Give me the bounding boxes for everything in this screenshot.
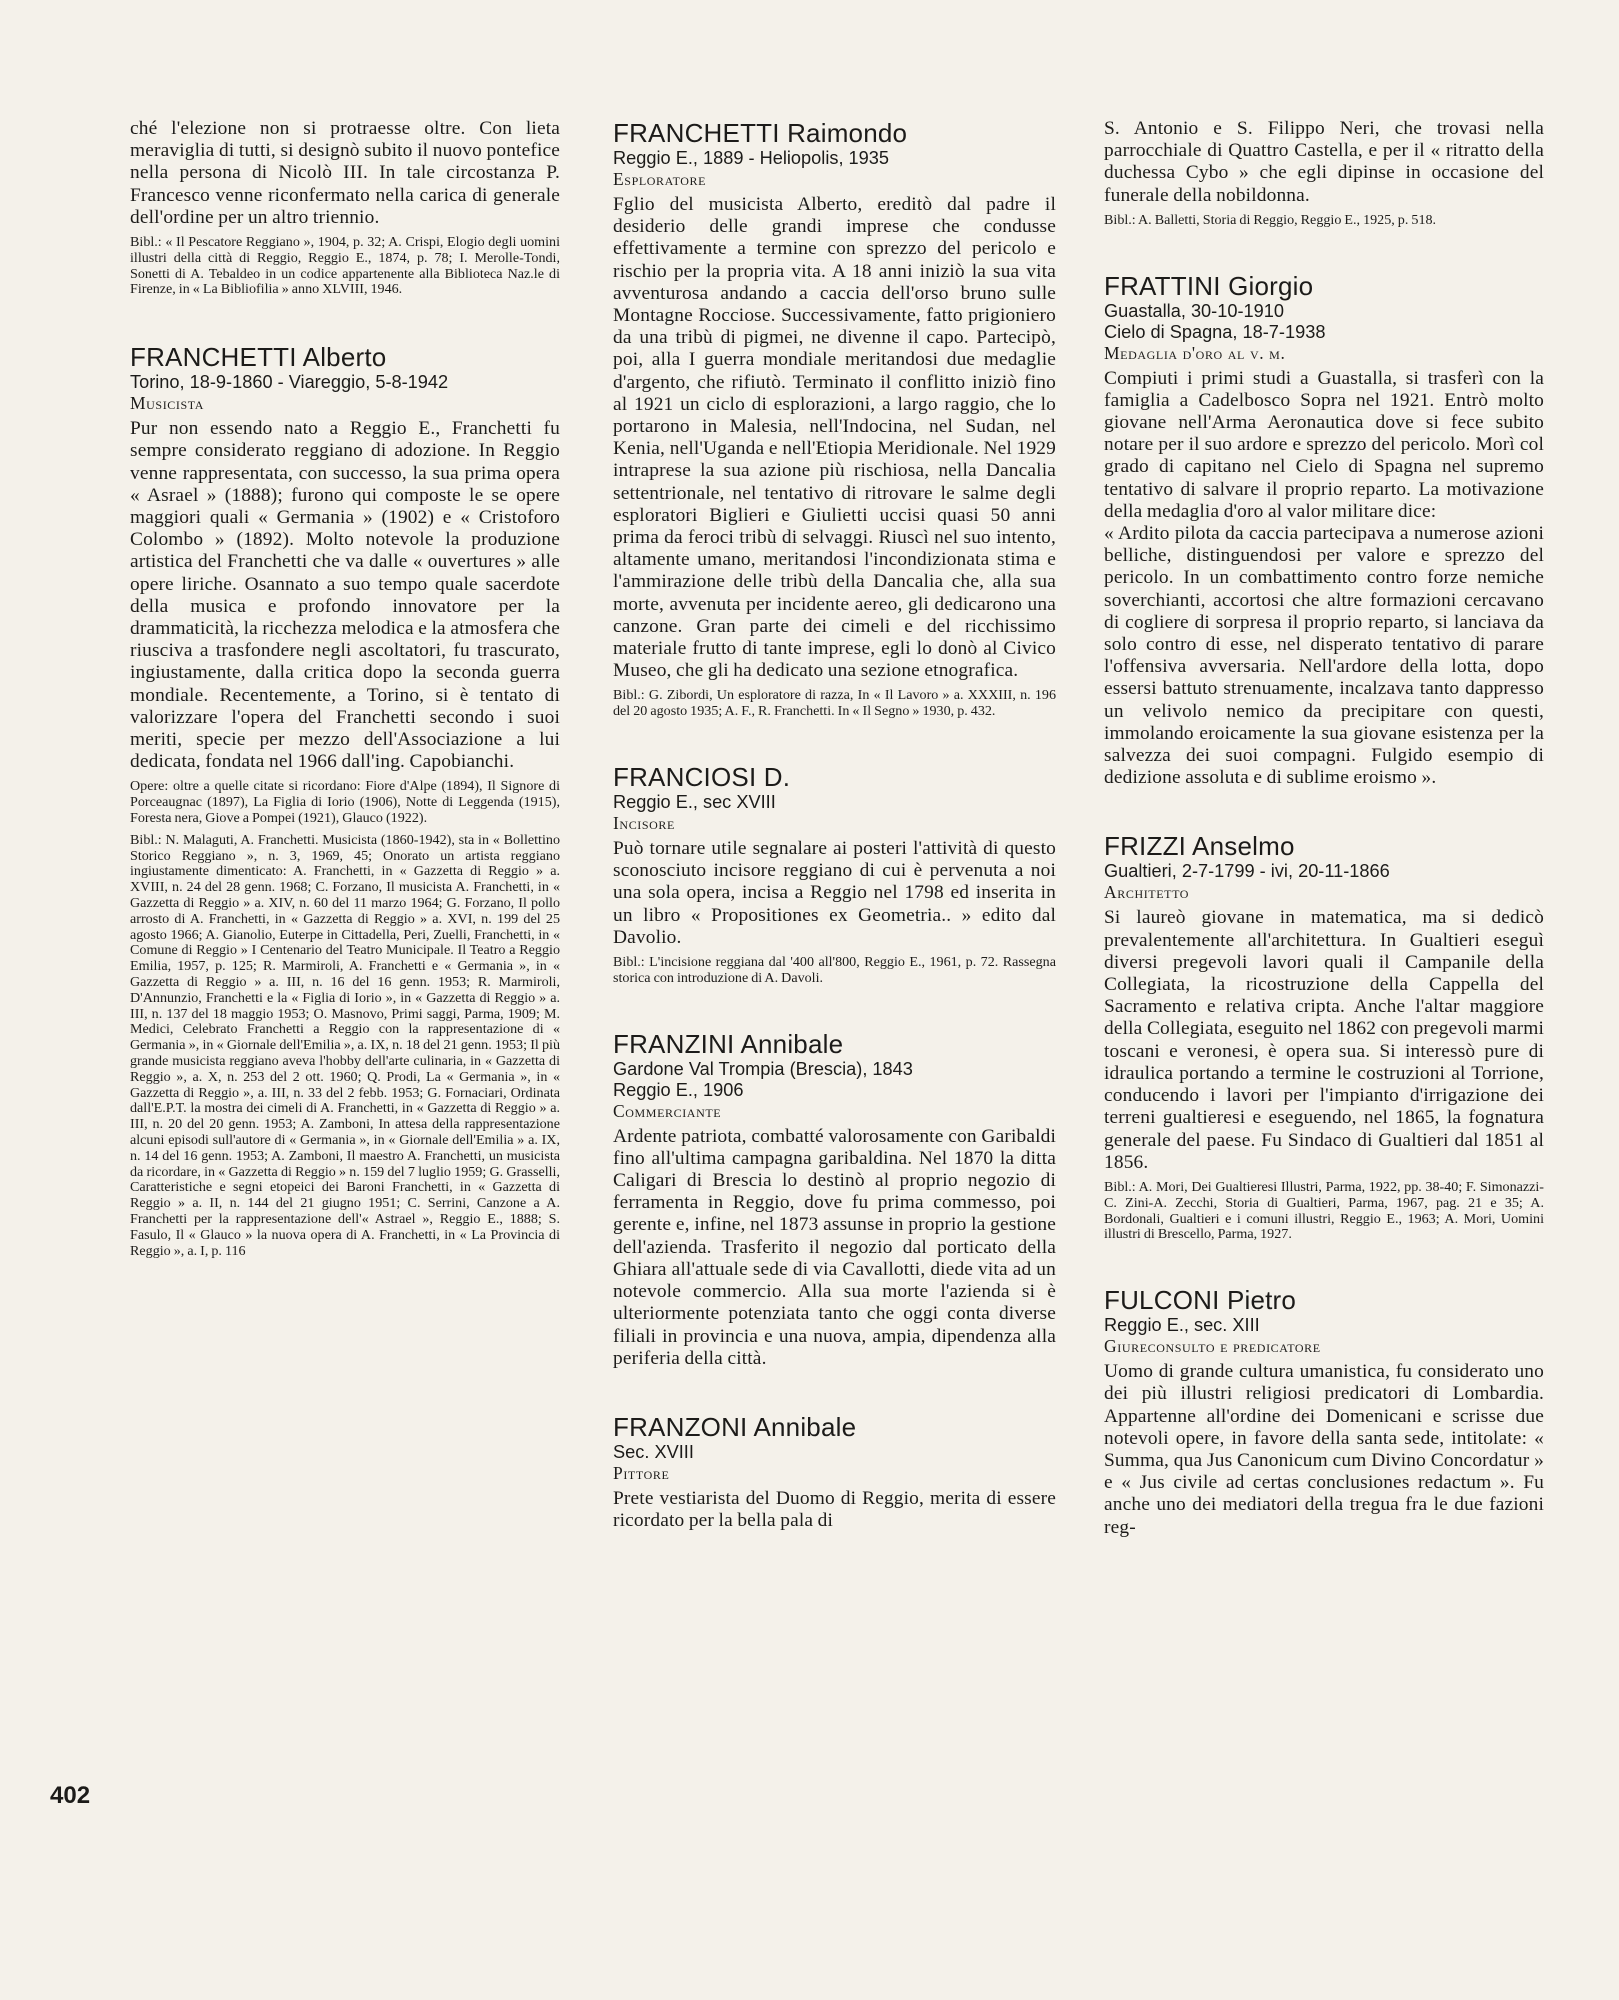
continuation-text: S. Antonio e S. Filippo Neri, che trovasi nella parrocchiale di Quattro Castella, e per il « ritratto della duchessa Cybo » che egli dipinse in occasione del funerale della nobildonna. bbox=[1104, 118, 1544, 206]
entry-name: FRATTINI Giorgio bbox=[1104, 270, 1314, 301]
entry-place-secondary: Reggio E., 1906 bbox=[613, 1079, 744, 1100]
continuation-bibliography: Bibl.: A. Balletti, Storia di Reggio, Reggio E., 1925, p. 518. bbox=[1104, 211, 1437, 228]
entry-place: Reggio E., sec XVIII bbox=[613, 792, 776, 813]
entry-name: FULCONI Pietro bbox=[1104, 1285, 1297, 1316]
entry-franzini bbox=[613, 1029, 1056, 1370]
entry-bibliography: Bibl.: A. Mori, Dei Gualtieresi Illustri, Parma, 1922, pp. 38-40; F. Simonazzi-C. Zini-A. Zecchi, Storia di Gualtieri, Parma, 1967, pag. 21 e 35; A. Bordonali, Gualtieri e i comuni illustri, Reggio E., 1963; A. Mori, Uomini illustri di Brescello, Parma, 1927. bbox=[1104, 1178, 1544, 1243]
entry-place: Gualtieri, 2-7-1799 - ivi, 20-11-1866 bbox=[1104, 861, 1390, 882]
entry-role: Esploratore bbox=[613, 169, 707, 189]
page-number: 402 bbox=[50, 1782, 91, 1809]
entry-bibliography: Bibl.: N. Malaguti, A. Franchetti. Musicista (1860-1942), sta in « Bollettino Storico Reggiano », n. 3, 1969, 45; Onorato un artista reggiano ingiustamente dimenticato: A. Franchetti, in « Gazzetta di Reggio » a. XVIII, n. 24 del 28 genn. 1968; C. Forzano, Il musicista A. Franchetti, in « Gazzetta di Reggio » a. XIV, n. 60 del 11 marzo 1964; G. Forzano, Il pollo arrosto di A. Franchetti, in « Gazzetta di Reggio » a. XVI, n. 199 del 25 agosto 1966; A. Gianolio, Euterpe in Cittadella, Peri, Zuelli, Franchetti, in « Comune di Reggio » I Centenario del Teatro Municipale. Il Teatro a Reggio Emilia, 1957, p. 125; R. Marmiroli, A. Franchetti e « Germania », in « Gazzetta di Reggio » a. III, n. 16 del 16 genn. 1953; R. Marmiroli, D'Annunzio, Franchetti e la « Figlia di Iorio », in « Gazzetta di Reggio » a. III, n. 137 del 18 maggio 1953; O. Masnovo, Primi saggi, Parma, 1909; M. Medici, Celebrato Franchetti a Reggio con la rappresentazione di « Germania », in « Giornale dell'Emilia », a. IX, n. 18 del 21 genn. 1953; Il più grande musicista reggiano aveva l'hobby dell'arte culinaria, in « Gazzetta di Reggio », a. X, n. 253 del 2 ott. 1960; Q. Prodi, La « Germania », in « Gazzetta di Reggio », a. III, n. 33 del 2 febb. 1953; G. Fornaciari, Ordinata dall'E.P.T. la mostra dei cimeli di A. Franchetti, in « Gazzetta di Reggio » a. III, n. 20 del 20 genn. 1953; A. Zamboni, In attesa della rappresentazione alcuni episodi sull'autore di « Germania », in « Giornale dell'Emilia » a. IX, n. 14 del 16 genn. 1953; A. Zamboni, Il maestro A. Franchetti, un musicista da ricordare, in « Gazzetta di Reggio » n. 159 del 7 luglio 1959; G. Grasselli, Caratteristiche e segni etopeici dei Baroni Franchetti, in « Gazzetta di Reggio » a. II, n. 144 del 21 giugno 1951; C. Serrini, Canzone a A. Franchetti per la rappresentazione dell'« Astrael », Reggio E., 1888; S. Fasulo, Il « Glauco » la nuova opera di A. Franchetti, in « La Provincia di Reggio », a. I, p. 116 bbox=[130, 831, 560, 1259]
entry-fulconi bbox=[1104, 1285, 1544, 1539]
entry-text: Prete vestiarista del Duomo di Reggio, merita di essere ricordato per la bella pala di bbox=[613, 1487, 1056, 1532]
entry-text: Si laureò giovane in matematica, ma si dedicò prevalentemente all'architettura. In Gualtieri eseguì diversi pregevoli lavori quali il Campanile della Collegiata, la ricostruzione della Cappella del Sacramento e relativa cripta. Anche l'altar maggiore della Collegiata, eseguito nel 1862 con pregevoli marmi toscani e veronesi, è opera sua. Si interessò pure di idraulica portando a termine le costruzioni al Torrione, conducendo i lavori per l'impianto d'irrigazione dei terreni gualtieresi e eseguendo, nel 1865, la fognatura generale del paese. Fu Sindaco di Gualtieri dal 1851 al 1856. bbox=[1104, 907, 1544, 1173]
entry-name: FRANCHETTI Raimondo bbox=[613, 118, 908, 148]
column-left bbox=[130, 118, 560, 1301]
continuation-text: ché l'elezione non si protraesse oltre. Con lieta meraviglia di tutti, si designò subito il nuovo pontefice nella persona di Nicolò III. In tale circostanza P. Francesco venne riconfermato nella carica di generale dell'ordine per un altro triennio. bbox=[130, 118, 560, 228]
entry-place: Reggio E., sec. XIII bbox=[1104, 1315, 1260, 1336]
entry-role: Commerciante bbox=[613, 1100, 722, 1121]
entry-role: Musicista bbox=[130, 393, 205, 414]
entry-text: Può tornare utile segnalare ai posteri l'attività di questo sconosciuto incisore reggiano di cui è pervenuta a noi una sola opera, incisa a Reggio nel 1798 ed inserita in un libro « Propositiones ex Geometria.. » edito dal Davolio. bbox=[613, 838, 1056, 948]
entry-place: Gardone Val Trompia (Brescia), 1843 bbox=[613, 1058, 913, 1079]
entry-text: Ardente patriota, combatté valorosamente con Garibaldi fino all'ultima campagna garibaldina. Nel 1870 la ditta Caligari di Brescia lo destinò al proprio negozio di ferramenta in Reggio, dove fu prima commesso, poi gerente e, infine, nel 1873 assunse in proprio la gestione dell'azienda. Trasferito il negozio dal porticato della Ghiara all'attuale sede di via Cavallotti, diede vita ad un notevole commercio. Alla sua morte l'azienda si è ulteriormente potenziata tanto che oggi conta diverse filiali in provincia e una nuova, ampia, dipendenza alla periferia della città. bbox=[613, 1125, 1056, 1369]
entry-role: Pittore bbox=[613, 1462, 670, 1483]
entry-place: Guastalla, 30-10-1910 bbox=[1104, 300, 1284, 321]
entry-continuation bbox=[1104, 118, 1544, 229]
entry-franchetti-raimondo bbox=[613, 118, 1056, 720]
entry-bibliography: Bibl.: L'incisione reggiana dal '400 all'800, Reggio E., 1961, p. 72. Rassegna storica con introduzione di A. Davoli. bbox=[613, 954, 1056, 986]
entry-place-secondary: Cielo di Spagna, 18-7-1938 bbox=[1104, 321, 1326, 342]
entry-role: Architetto bbox=[1104, 882, 1190, 903]
entry-name: FRANZINI Annibale bbox=[613, 1028, 844, 1059]
entry-text: Fglio del musicista Alberto, ereditò dal padre il desiderio delle grandi imprese che condusse effettivamente a termine con sprezzo del pericolo e rischio per la propria vita. A 18 anni iniziò la sua vita avventurosa andando a caccia dell'orso bruno sulle Montagne Rocciose. Successivamente, fatto prigioniero da una tribù di pigmei, ne divenne il capo. Partecipò, poi, alla I guerra mondiale meritandosi due medaglie d'argento, che rifiutò. Terminato il conflitto iniziò fino al 1921 un ciclo di esplorazioni, a largo raggio, che lo portarono in Malesia, nell'Indocina, nel Sudan, nel Kenia, nell'Uganda e nell'Etiopia Meridionale. Nel 1929 intraprese la sua azione più rischiosa, nella Dancalia settentrionale, nel tentativo di ritrovare le salme degli esploratori Biglieri e Giulietti uccisi quasi 50 anni prima da feroci tribù di selvaggi. Riuscì nel suo intento, altamente umano, meritandosi l'incondizionata stima e l'ammirazione delle tribù della Dancalia che, alla sua morte, avvenuta per incidente aereo, gli dedicarono una canzone. Gran parte dei cimeli e del ricchissimo materiale frutto di tante imprese, egli lo donò al Civico Museo, che gli ha dedicato una sezione etnografica. bbox=[613, 194, 1056, 682]
entry-place: Sec. XVIII bbox=[613, 1441, 694, 1462]
entry-name: FRIZZI Anselmo bbox=[1104, 831, 1295, 862]
entry-place: Torino, 18-9-1860 - Viareggio, 5-8-1942 bbox=[130, 372, 449, 393]
entry-works: Opere: oltre a quelle citate si ricordano: Fiore d'Alpe (1894), Il Signore di Porceaugnac (1897), La Figlia di Iorio (1906), Notte di Leggenda (1915), Foresta nera, Giove a Pompei (1921), Glauco (1922). bbox=[130, 778, 560, 827]
continuation-bibliography: Bibl.: « Il Pescatore Reggiano », 1904, p. 32; A. Crispi, Elogio degli uomini illustri della città di Reggio, Reggio E., 1874, p. 78; I. Merolle-Tondi, Sonetti di A. Tebaldeo in un codice appartenente alla Biblioteca Naz.le di Firenze, in « La Bibliofilia » anno XLVIII, 1946. bbox=[130, 234, 560, 298]
entry-frattini bbox=[1104, 271, 1544, 790]
entry-frizzi bbox=[1104, 831, 1544, 1243]
entry-text: Compiuti i primi studi a Guastalla, si trasferì con la famiglia a Cadelbosco Sopra nel 1921. Entrò molto giovane nell'Arma Aeronautica dove si fece subito notare per il suo ardore e sprezzo del pericolo. Morì col grado di capitano nel Cielo di Spagna nel supremo tentativo di salvare il proprio reparto. La motivazione della medaglia d'oro al valor militare dice: bbox=[1104, 367, 1544, 522]
entry-role: Medaglia d'oro al v. m. bbox=[1104, 342, 1286, 363]
column-middle bbox=[613, 118, 1056, 1574]
entry-name: FRANZONI Annibale bbox=[613, 1411, 857, 1442]
entry-name: FRANCIOSI D. bbox=[613, 762, 791, 793]
entry-text: Uomo di grande cultura umanistica, fu considerato uno dei più illustri religiosi predicatori di Lombardia. Appartenne all'ordine dei Domenicani e scrisse due notevoli opere, in favore della santa sede, intitolate: « Summa, qua Jus Canonicum cum Divino Concordatur » e « Jus civile ad certas conclusiones redactum ». Fu anche uno dei mediatori della tregua fra le due fazioni reg- bbox=[1104, 1361, 1544, 1538]
entry-role: Incisore bbox=[613, 813, 675, 834]
entry-bibliography: Bibl.: G. Zibordi, Un esploratore di razza, In « Il Lavoro » a. XXXIII, n. 196 del 20 agosto 1935; A. F., R. Franchetti. In « Il Segno » 1930, p. 432. bbox=[613, 687, 1056, 720]
entry-text: Pur non essendo nato a Reggio E., Franchetti fu sempre considerato reggiano di adozione. In Reggio venne rappresentata, con successo, la sua prima opera « Asrael » (1888); furono qui composte le se opere maggiori quali « Germania » (1902) e « Cristoforo Colombo » (1892). Molto notevole la produzione artistica del Franchetti che va dalle « ouvertures » alle opere liriche. Osannato a suo tempo quale sacerdote della musica e profondo innovatore per la drammaticità, la ricchezza melodica e la atmosfera che riusciva a trasfondere negli ascoltatori, fu trascurato, ingiustamente, dalla critica dopo la seconda guerra mondiale. Recentemente, a Torino, si è tentato di valorizzare l'opera del Franchetti secondo i suoi meriti, specie per mezzo dell'Associazione a lui dedicata, fondata nel 1966 dall'ing. Capobianchi. bbox=[130, 418, 560, 773]
entry-quote: « Ardito pilota da caccia partecipava a numerose azioni belliche, distinguendosi per valore e sprezzo del pericolo. In un combattimento contro forze nemiche soverchianti, accortosi che altre formazioni cercavano di cogliere di sorpresa il proprio reparto, si lanciava da solo contro di esse, nel disperato tentativo di parare l'offensiva avversaria. Nell'ardore della lotta, dopo essersi battuto strenuamente, incalzava tanto dappresso un velivolo nemico da precipitare con questi, immolando eroicamente la sua giovane esistenza per la salvezza dei suoi compagni. Fulgido esempio di dedizione assoluta e di sublime eroismo ». bbox=[1104, 523, 1544, 789]
entry-franzoni bbox=[613, 1412, 1056, 1532]
entry-franciosi bbox=[613, 762, 1056, 987]
entry-franchetti-alberto bbox=[130, 342, 560, 1259]
entry-name: FRANCHETTI Alberto bbox=[130, 342, 387, 373]
entry-place: Reggio E., 1889 - Heliopolis, 1935 bbox=[613, 148, 890, 168]
entry-continuation bbox=[130, 118, 560, 298]
column-right bbox=[1104, 118, 1544, 1581]
entry-role: Giureconsulto e predicatore bbox=[1104, 1336, 1321, 1357]
